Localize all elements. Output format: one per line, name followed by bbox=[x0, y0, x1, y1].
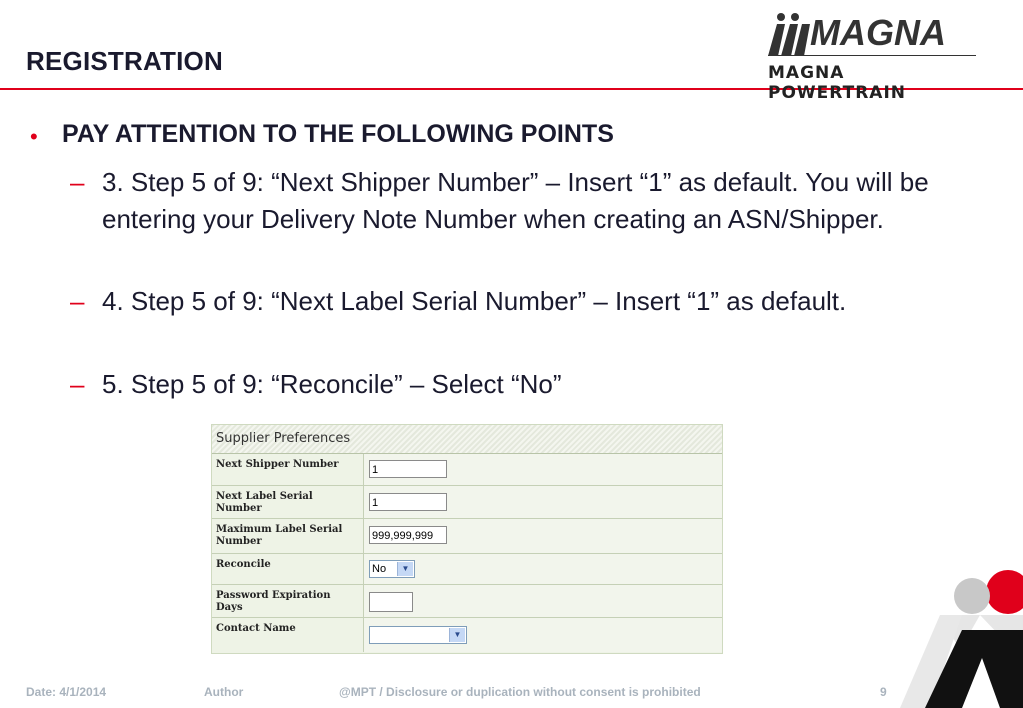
magna-emblem-icon bbox=[768, 12, 812, 56]
form-row bbox=[212, 486, 722, 519]
contact-name-label: Contact Name bbox=[216, 623, 296, 634]
page-number: 9 bbox=[880, 685, 887, 699]
dash-icon: – bbox=[70, 167, 85, 197]
point-text: 3. Step 5 of 9: “Next Shipper Number” – Insert “1” as default. You will be entering your Delivery Note Number when creating an ASN/Shipper. bbox=[102, 167, 929, 234]
chevron-down-icon[interactable]: ▼ bbox=[449, 628, 465, 642]
reconcile-select[interactable] bbox=[369, 560, 415, 578]
form-row bbox=[212, 454, 722, 486]
point-item bbox=[70, 164, 990, 238]
form-header: Supplier Preferences bbox=[212, 425, 722, 454]
form-cell bbox=[363, 519, 722, 553]
form-row bbox=[212, 554, 722, 585]
reconcile-label: Reconcile bbox=[216, 559, 271, 570]
dash-icon: – bbox=[70, 286, 85, 316]
form-cell bbox=[363, 486, 722, 518]
password-expiration-days-input[interactable] bbox=[369, 592, 413, 612]
chevron-down-icon[interactable]: ▼ bbox=[397, 562, 413, 576]
form-row bbox=[212, 519, 722, 554]
form-row bbox=[212, 585, 722, 618]
bullet-icon: • bbox=[30, 124, 38, 149]
form-cell bbox=[363, 554, 722, 584]
logo-subtitle: MAGNA POWERTRAIN bbox=[768, 63, 906, 103]
next-shipper-number-label: Next Shipper Number bbox=[216, 459, 339, 470]
dash-icon: – bbox=[70, 369, 85, 399]
next-label-serial-number-input[interactable]: 1 bbox=[369, 493, 447, 511]
supplier-preferences-form bbox=[211, 424, 723, 654]
maximum-label-serial-number-input[interactable]: 999,999,999 bbox=[369, 526, 447, 544]
form-row bbox=[212, 618, 722, 652]
point-item bbox=[70, 283, 990, 320]
footer-date: Date: 4/1/2014 bbox=[26, 685, 107, 699]
form-cell bbox=[363, 585, 722, 617]
reconcile-select-value: No bbox=[372, 563, 387, 575]
main-heading: PAY ATTENTION TO THE FOLLOWING POINTS bbox=[62, 120, 614, 148]
footer-disclosure: @MPT / Disclosure or duplication without consent is prohibited bbox=[339, 685, 701, 699]
footer-author: Author bbox=[204, 685, 244, 699]
point-text: 5. Step 5 of 9: “Reconcile” – Select “No” bbox=[102, 369, 562, 399]
next-label-serial-number-label: Next Label Serial Number bbox=[216, 491, 313, 514]
form-cell bbox=[363, 618, 722, 652]
logo-divider bbox=[768, 55, 976, 56]
point-text: 4. Step 5 of 9: “Next Label Serial Number” – Insert “1” as default. bbox=[102, 286, 847, 316]
contact-name-select[interactable] bbox=[369, 626, 467, 644]
next-shipper-number-input[interactable]: 1 bbox=[369, 460, 447, 478]
form-cell bbox=[363, 454, 722, 485]
magna-decorative-emblem-icon bbox=[900, 570, 1023, 708]
logo-wordmark: MAGNA bbox=[810, 12, 946, 53]
password-expiration-days-label: Password Expiration Days bbox=[216, 590, 331, 613]
point-item bbox=[70, 366, 990, 403]
slide-title: REGISTRATION bbox=[26, 46, 223, 76]
maximum-label-serial-number-label: Maximum Label Serial Number bbox=[216, 524, 343, 547]
magna-logo bbox=[766, 8, 976, 103]
